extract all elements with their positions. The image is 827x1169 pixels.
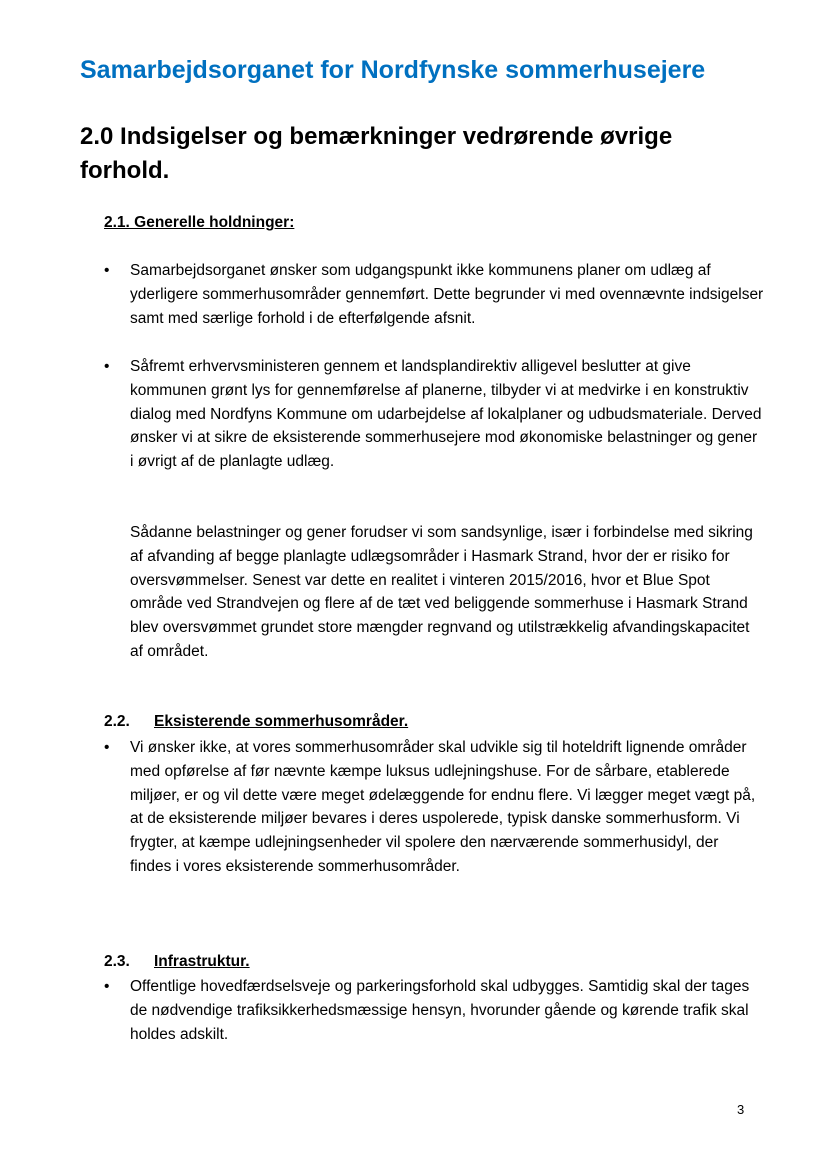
subsection-number: 2.3.	[104, 953, 130, 970]
subsection-number: 2.2.	[104, 713, 130, 730]
bullet-glyph: •	[104, 358, 110, 375]
subsection-title: Infrastruktur.	[154, 953, 250, 970]
bullet-text: Offentlige hovedfærdselsveje og parkeringsforhold skal udbygges. Samtidig skal der tages de nødvendige trafiksikkerhedsmæssige hensyn, hvorunder gående og kørende trafik skal holdes adskilt.	[130, 978, 750, 1043]
bullet-text: Såfremt erhvervsministeren gennem et landsplandirektiv alligevel beslutter at give kommunen grønt lys for gennemførelse af planerne, tilbyder vi at medvirke i en konstruktiv dialog med Nordfyns Kommune om udarbejdelse af lokalplaner og udbudsmateriale. Derved ønsker vi at sikre de eksisterende sommerhusejere mod økonomiske belastninger og gener i øvrigt af de planlagte udlæg.	[130, 358, 762, 471]
subsection-heading-infrastruktur	[104, 950, 250, 974]
bullet-glyph: •	[104, 262, 110, 279]
bullet-item	[104, 355, 764, 474]
section-heading: 2.0 Indsigelser og bemærkninger vedrørende øvrige forhold.	[80, 123, 673, 184]
subsection-heading-text: 2.1. Generelle holdninger:	[104, 214, 295, 231]
subsection-heading-generelle-holdninger	[104, 211, 294, 235]
organization-title: Samarbejdsorganet for Nordfynske sommerhusejere	[80, 56, 706, 84]
subsection-title: Eksisterende sommerhusområder.	[154, 713, 409, 730]
page-number: 3	[737, 1102, 745, 1117]
paragraph-text: Sådanne belastninger og gener forudser vi som sandsynlige, især i forbindelse med sikring af afvanding af begge planlagte udlægsområder i Hasmark Strand, hvor der er risiko for oversvømmelser. Senest var dette en realitet i vinteren 2015/2016, hvor et Blue Spot område ved Strandvejen og flere af de tæt ved beliggende sommerhuse i Hasmark Strand blev oversvømmet grundet store mængder regnvand og utilstrækkelig afvandingskapacitet af området.	[130, 524, 753, 660]
subsection-heading-eksisterende	[104, 710, 408, 734]
bullet-glyph: •	[104, 739, 110, 756]
bullet-text: Samarbejdsorganet ønsker som udgangspunkt ikke kommunens planer om udlæg af yderligere sommerhusområder gennemført. Dette begrunder vi med ovennævnte indsigelser samt med særlige forhold i de efterfølgende afsnit.	[130, 262, 764, 327]
bullet-item	[104, 736, 764, 879]
bullet-text: Vi ønsker ikke, at vores sommerhusområder skal udvikle sig til hoteldrift lignende områder med opførelse af før nævnte kæmpe luksus udlejningshuse. For de sårbare, etablerede miljøer, er og vil dette være meget ødelæggende for endnu flere. Vi lægger meget vægt på, at de eksisterende miljøer bevares i deres uspolerede, typisk danske sommerhusform. Vi frygter, at kæmpe udlejningsenheder vil spolere den nærværende sommerhusidyl, der findes i vores eksisterende sommerhusområder.	[130, 739, 756, 875]
bullet-item	[104, 259, 764, 330]
bullet-glyph: •	[104, 978, 110, 995]
bullet-item	[104, 975, 764, 1046]
